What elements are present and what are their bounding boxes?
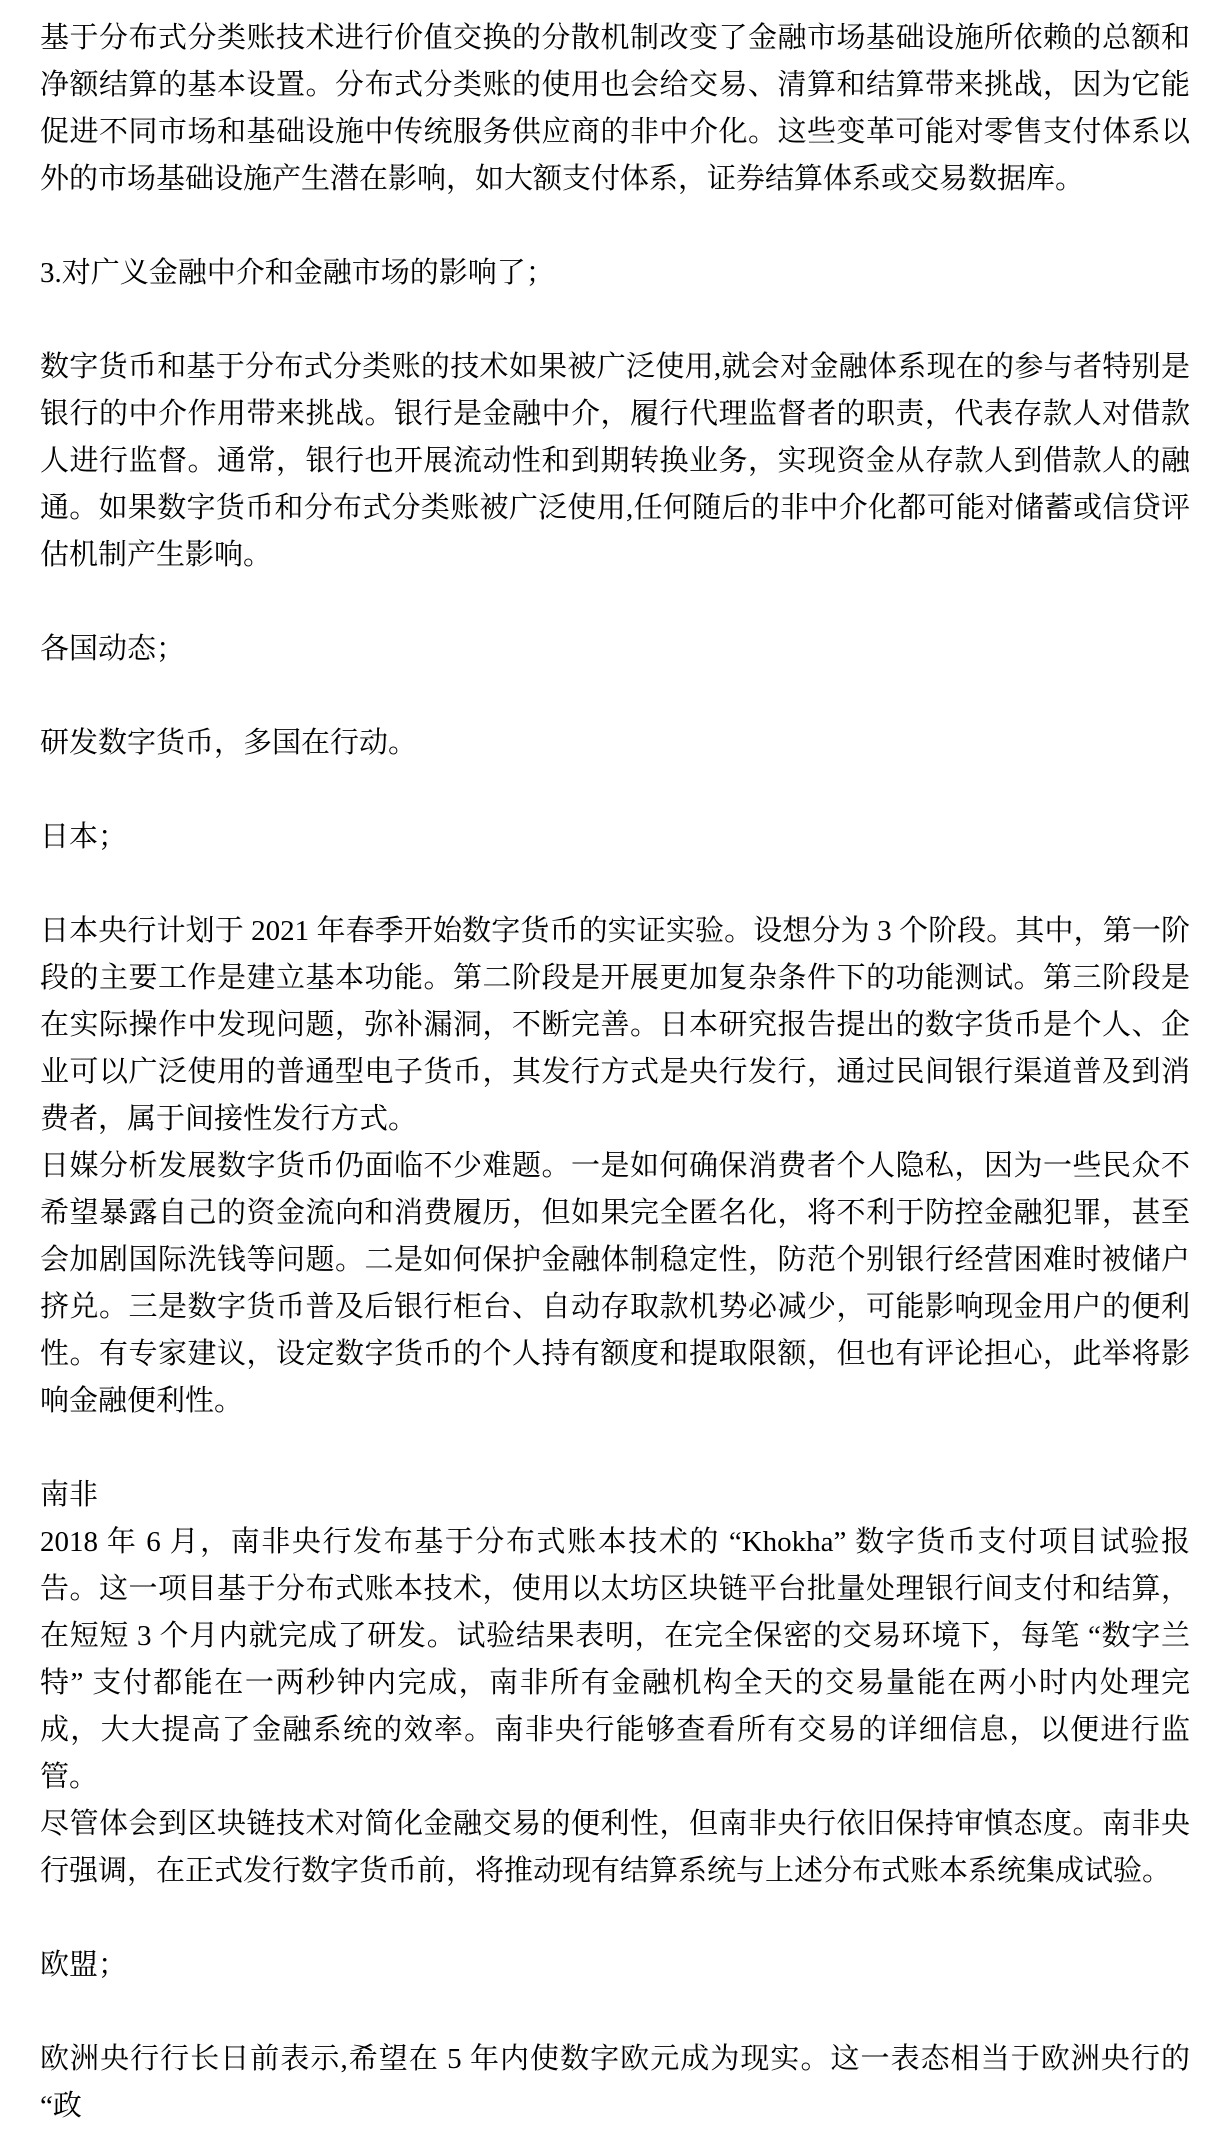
eu-paragraph: 欧洲央行行长日前表示,希望在 5 年内使数字欧元成为现实。这一表态相当于欧洲央行的“政 [40, 2043, 1190, 2122]
paragraph-spacer [40, 673, 1190, 720]
paragraph-spacer [40, 767, 1190, 814]
south-africa-paragraph-2: 尽管体会到区块链技术对简化金融交易的便利性，但南非央行依旧保持审慎态度。南非央行强调，在正式发行数字货币前，将推动现有结算系统与上述分布式账本系统集成试验。 [40, 1808, 1190, 1887]
section-heading-japan: 日本； [40, 821, 128, 853]
paragraph-spacer [40, 861, 1190, 908]
paragraph-spacer [40, 203, 1190, 250]
paragraph-spacer [40, 1989, 1190, 2036]
intro-paragraph: 基于分布式分类账技术进行价值交换的分散机制改变了金融市场基础设施所依赖的总额和净额结算的基本设置。分布式分类账的使用也会给交易、清算和结算带来挑战，因为它能促进不同市场和基础设施中传统服务供应商的非中介化。这些变革可能对零售支付体系以外的市场基础设施产生潜在影响，如大额支付体系，证券结算体系或交易数据库。 [40, 22, 1190, 195]
south-africa-paragraph-1: 2018 年 6 月，南非央行发布基于分布式账本技术的 “Khokha” 数字货币支付项目试验报告。这一项目基于分布式账本技术，使用以太坊区块链平台批量处理银行间支付和结算，在短短 3 个月内就完成了研发。试验结果表明，在完全保密的交易环境下，每笔 “数字兰特” 支付都能在一两秒钟内完成，南非所有金融机构全天的交易量能在两小时内处理完成，大大提高了金融系统的效率。南非央行能够查看所有交易的详细信息，以便进行监管。 [40, 1526, 1190, 1793]
paragraph-spacer [40, 579, 1190, 626]
section-heading-countries: 各国动态； [40, 633, 186, 665]
paragraph-spacer [40, 297, 1190, 344]
countries-intro-paragraph: 研发数字货币，多国在行动。 [40, 727, 418, 759]
section-heading-south-africa: 南非 [40, 1479, 99, 1511]
section-heading-eu: 欧盟； [40, 1949, 128, 1981]
japan-paragraph-1: 日本央行计划于 2021 年春季开始数字货币的实证实验。设想分为 3 个阶段。其中，第一阶段的主要工作是建立基本功能。第二阶段是开展更加复杂条件下的功能测试。第三阶段是在实际操作中发现问题，弥补漏洞，不断完善。日本研究报告提出的数字货币是个人、企业可以广泛使用的普通型电子货币，其发行方式是央行发行，通过民间银行渠道普及到消费者，属于间接性发行方式。 [40, 915, 1190, 1135]
section-heading-impact: 3.对广义金融中介和金融市场的影响了； [40, 257, 555, 289]
paragraph-spacer [40, 1895, 1190, 1942]
paragraph-spacer [40, 1425, 1190, 1472]
impact-paragraph: 数字货币和基于分布式分类账的技术如果被广泛使用,就会对金融体系现在的参与者特别是银行的中介作用带来挑战。银行是金融中介，履行代理监督者的职责，代表存款人对借款人进行监督。通常，银行也开展流动性和到期转换业务，实现资金从存款人到借款人的融通。如果数字货币和分布式分类账被广泛使用,任何随后的非中介化都可能对储蓄或信贷评估机制产生影响。 [40, 351, 1190, 571]
japan-paragraph-2: 日媒分析发展数字货币仍面临不少难题。一是如何确保消费者个人隐私，因为一些民众不希望暴露自己的资金流向和消费履历，但如果完全匿名化，将不利于防控金融犯罪，甚至会加剧国际洗钱等问题。二是如何保护金融体制稳定性，防范个别银行经营困难时被储户挤兑。三是数字货币普及后银行柜台、自动存取款机势必减少，可能影响现金用户的便利性。有专家建议，设定数字货币的个人持有额度和提取限额，但也有评论担心，此举将影响金融便利性。 [40, 1150, 1190, 1417]
